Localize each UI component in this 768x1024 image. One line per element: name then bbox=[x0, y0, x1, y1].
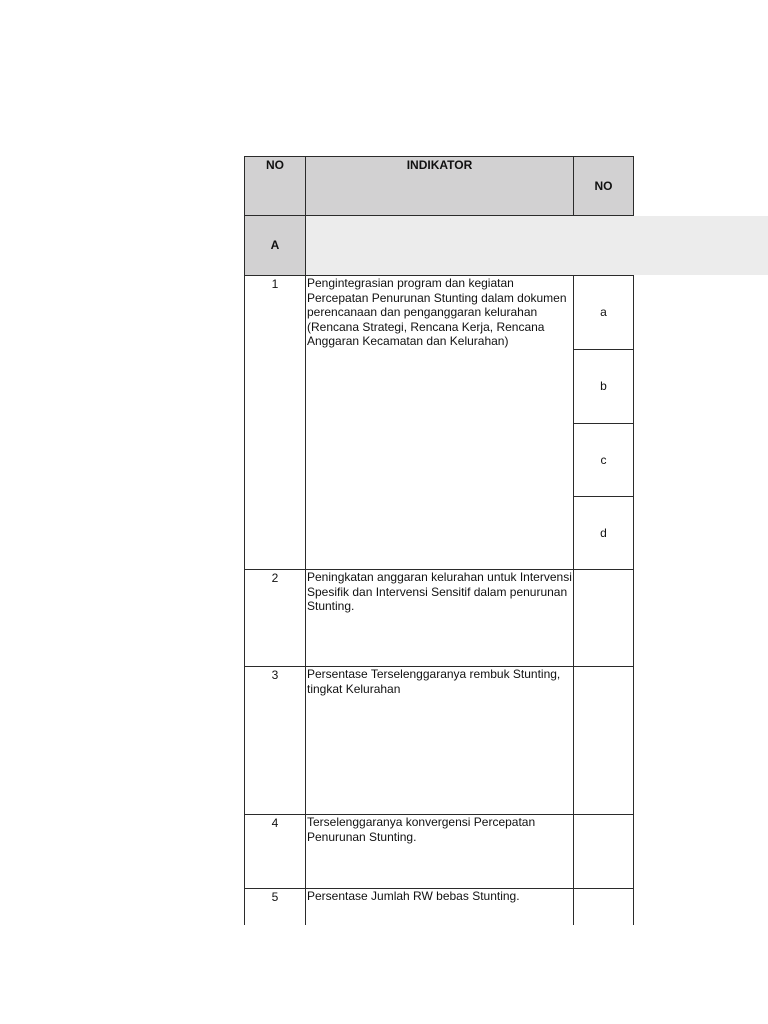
row-3-number: 3 bbox=[271, 668, 279, 682]
table-row-4-no2 bbox=[573, 814, 634, 889]
section-a-cell bbox=[244, 215, 306, 276]
table-row-5-no2 bbox=[573, 888, 634, 925]
header-no-2-label: NO bbox=[594, 178, 613, 193]
row-5-number: 5 bbox=[271, 890, 279, 904]
table-row-2-no bbox=[244, 569, 306, 667]
row-2-text: Peningkatan anggaran kelurahan untuk Intervensi Spesifik dan Intervensi Sensitif dalam penurunan Stunting. bbox=[307, 570, 572, 613]
table-row-1-indikator bbox=[305, 275, 574, 570]
table-row-5-no bbox=[244, 888, 306, 925]
table-row-4-no bbox=[244, 814, 306, 889]
row-3-text: Persentase Terselenggaranya rembuk Stunting, tingkat Kelurahan bbox=[307, 667, 561, 696]
row-5-text: Persentase Jumlah RW bebas Stunting. bbox=[307, 889, 520, 903]
row-1-number: 1 bbox=[271, 277, 279, 291]
row-2-number: 2 bbox=[271, 571, 279, 585]
header-indikator bbox=[305, 156, 574, 216]
table-row-1-no bbox=[244, 275, 306, 570]
section-a-label: A bbox=[270, 238, 280, 253]
row-1-sub-d-label: d bbox=[600, 525, 607, 540]
header-no-label: NO bbox=[266, 158, 284, 172]
section-a-band bbox=[306, 216, 768, 275]
row-1-sub-b bbox=[573, 349, 634, 424]
row-1-sub-d bbox=[573, 496, 634, 570]
row-4-text: Terselenggaranya konvergensi Percepatan Penurunan Stunting. bbox=[307, 815, 536, 844]
table-row-3-no bbox=[244, 666, 306, 815]
row-1-sub-a bbox=[573, 275, 634, 350]
header-no bbox=[244, 156, 306, 216]
row-1-sub-c-label: c bbox=[600, 452, 607, 467]
table-row-4-indikator bbox=[305, 814, 574, 889]
table-row-5-indikator bbox=[305, 888, 574, 925]
row-1-sub-c bbox=[573, 423, 634, 497]
row-1-text: Pengintegrasian program dan kegiatan Percepatan Penurunan Stunting dalam dokumen perencanaan dan penganggaran kelurahan (Rencana Strategi, Rencana Kerja, Rencana Anggaran Kecamatan dan Kelurahan) bbox=[307, 276, 567, 348]
table-row-3-indikator bbox=[305, 666, 574, 815]
table-row-2-no2 bbox=[573, 569, 634, 667]
table-row-2-indikator bbox=[305, 569, 574, 667]
header-indikator-label: INDIKATOR bbox=[406, 158, 473, 172]
row-4-number: 4 bbox=[271, 816, 279, 830]
table-row-3-no2 bbox=[573, 666, 634, 815]
row-1-sub-a-label: a bbox=[600, 305, 607, 320]
row-1-sub-b-label: b bbox=[600, 379, 607, 394]
header-no-2 bbox=[573, 156, 634, 216]
